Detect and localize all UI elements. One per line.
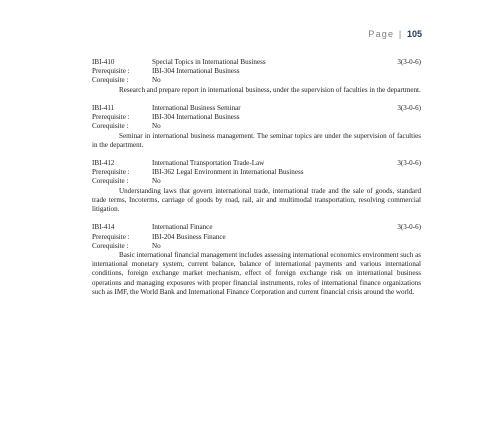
course-heading-row [92,159,421,168]
prerequisite-value: IBI-362 Legal Environment in International Business [152,168,304,177]
corequisite-value: No [152,241,161,250]
page-label: Page [368,29,395,39]
course-list [92,58,421,306]
prerequisite-row [92,168,421,177]
course-credits: 3(3-0-6) [397,103,421,112]
page-separator: | [398,29,402,39]
course-description: Seminar in international business management. The seminar topics are under the supervision of faculties in the department. [92,131,421,149]
course-title: International Business Seminar [152,103,241,112]
course-heading-row [92,58,421,67]
course-ibi-414 [92,223,421,297]
corequisite-label: Corequisite : [92,241,129,250]
corequisite-value: No [152,122,161,131]
course-credits: 3(3-0-6) [397,159,421,168]
course-ibi-412 [92,159,421,214]
corequisite-label: Corequisite : [92,76,129,85]
course-description: Understanding laws that govern international trade, international trade and the sale of goods, standard trade terms, Incoterms, carriage of goods by road, rail, air and multimodal transportation, resolving commercial litigation. [92,186,421,214]
corequisite-value: No [152,76,161,85]
course-description: Research and prepare report in international business, under the supervision of faculties in the department. [119,85,421,94]
corequisite-row [92,76,421,85]
prerequisite-value: IBI-304 International Business [152,113,240,122]
course-description: Basic international financial management includes assessing international economics environment such as international monetary system, current balance, balance of international payments and various international conditions, foreign exchange market mechanism, effect of foreign exchange risk on international business operations and managing exposures with proper financial instruments, roles of international finance organizations such as IMF, the World Bank and International Finance Corporation and current financial crisis around the world. [92,251,421,296]
course-title: International Transportation Trade-Law [152,159,265,168]
corequisite-label: Corequisite : [92,177,129,186]
prerequisite-row [92,233,421,242]
corequisite-row [92,122,421,131]
prerequisite-label: Prerequisite : [92,67,130,76]
course-code: IBI-411 [92,103,115,112]
corequisite-value: No [152,177,161,186]
corequisite-label: Corequisite : [92,122,129,131]
course-ibi-411 [92,104,421,150]
course-title: Special Topics in International Business [152,58,266,66]
course-code: IBI-412 [92,159,115,168]
course-credits: 3(3-0-6) [397,58,421,66]
course-code: IBI-410 [92,58,115,66]
corequisite-row [92,242,421,251]
page-header [368,29,422,39]
prerequisite-label: Prerequisite : [92,113,130,122]
corequisite-row [92,177,421,186]
prerequisite-label: Prerequisite : [92,168,130,177]
prerequisite-row [92,67,421,76]
course-heading-row [92,104,421,113]
course-credits: 3(3-0-6) [397,223,421,232]
course-code: IBI-414 [92,223,115,232]
prerequisite-row [92,113,421,122]
page-number: 105 [406,29,422,39]
course-ibi-410 [92,58,421,95]
prerequisite-value: IBI-304 International Business [152,67,240,76]
course-heading-row [92,223,421,232]
course-title: International Finance [152,223,213,232]
prerequisite-label: Prerequisite : [92,232,130,241]
prerequisite-value: IBI-204 Business Finance [152,232,226,241]
